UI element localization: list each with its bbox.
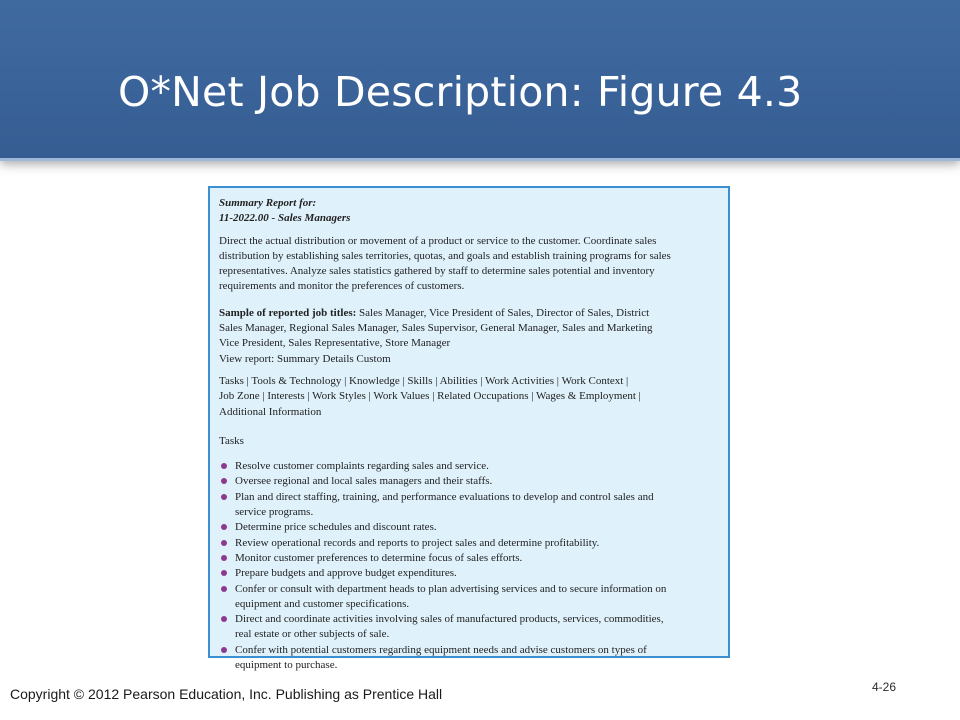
task-item xyxy=(219,520,719,535)
task-text: real estate or other subjects of sale. xyxy=(235,628,390,641)
report-nav-links xyxy=(219,374,719,420)
task-text: Oversee regional and local sales managers and their staffs. xyxy=(235,475,493,488)
description-line: representatives. Analyze sales statistics gathered by staff to determine sales potential and inventory xyxy=(219,265,655,278)
task-item xyxy=(219,459,719,474)
task-text: equipment and customer specifications. xyxy=(235,597,410,610)
description-line: distribution by establishing sales territories, quotas, and goals and establish training programs for sales xyxy=(219,249,671,262)
tasks-heading: Tasks xyxy=(219,434,244,447)
bullet-icon xyxy=(221,570,227,576)
summary-report-label: Summary Report for: xyxy=(219,197,317,209)
task-text: Monitor customer preferences to determine focus of sales efforts. xyxy=(235,551,523,564)
occupation-title: 11-2022.00 - Sales Managers xyxy=(219,212,351,225)
task-item xyxy=(219,582,719,613)
task-text: Direct and coordinate activities involving sales of manufactured products, services, commodities, xyxy=(235,613,664,626)
view-report-line: View report: Summary Details Custom xyxy=(219,352,391,365)
task-text: equipment to purchase. xyxy=(235,659,338,672)
copyright-footer: Copyright © 2012 Pearson Education, Inc. Publishing as Prentice Hall xyxy=(10,686,443,702)
bullet-icon xyxy=(221,524,227,530)
slide-number: 4-26 xyxy=(872,680,897,694)
bullet-icon xyxy=(221,494,227,500)
task-text: Confer or consult with department heads to plan advertising services and to secure information on xyxy=(235,582,667,595)
sample-titles-line: Vice President, Sales Representative, Store Manager xyxy=(219,337,451,350)
description-line: Direct the actual distribution or movement of a product or service to the customer. Coordinate sales xyxy=(219,234,657,247)
bullet-icon xyxy=(221,586,227,592)
title-bar xyxy=(0,0,960,158)
onet-figure-panel xyxy=(208,186,730,672)
report-nav-line: Tasks | Tools & Technology | Knowledge | Skills | Abilities | Work Activities | Work Context | xyxy=(219,374,629,387)
task-item xyxy=(219,474,719,489)
occupation-description xyxy=(219,234,719,295)
task-item xyxy=(219,490,719,521)
task-text: Resolve customer complaints regarding sales and service. xyxy=(235,460,489,473)
task-list xyxy=(219,459,719,673)
task-item xyxy=(219,566,719,581)
report-nav-line: Additional Information xyxy=(219,405,322,418)
task-text: Determine price schedules and discount rates. xyxy=(235,521,437,534)
bullet-icon xyxy=(221,555,227,561)
sample-titles-line: Sales Manager, Vice President of Sales, Director of Sales, District xyxy=(359,306,650,319)
task-text: service programs. xyxy=(235,506,314,519)
task-item xyxy=(219,551,719,566)
sample-job-titles xyxy=(219,306,719,352)
task-item xyxy=(219,643,719,674)
task-text: Prepare budgets and approve budget expenditures. xyxy=(235,567,457,580)
task-item xyxy=(219,536,719,551)
bullet-icon xyxy=(221,478,227,484)
task-text: Review operational records and reports to project sales and determine profitability. xyxy=(235,536,600,549)
description-line: requirements and monitor the preferences of customers. xyxy=(219,280,465,293)
sample-titles-line: Sales Manager, Regional Sales Manager, Sales Supervisor, General Manager, Sales and Marketing xyxy=(219,322,653,335)
bullet-icon xyxy=(221,540,227,546)
sample-titles-label: Sample of reported job titles: xyxy=(219,306,357,319)
bullet-icon xyxy=(221,463,227,469)
report-nav-line: Job Zone | Interests | Work Styles | Work Values | Related Occupations | Wages & Employment | xyxy=(219,390,641,403)
task-text: Plan and direct staffing, training, and performance evaluations to develop and control sales and xyxy=(235,490,654,503)
slide-title: O*Net Job Description: Figure 4.3 xyxy=(118,68,803,116)
task-item xyxy=(219,612,719,643)
task-text: Confer with potential customers regarding equipment needs and advise customers on types of xyxy=(235,643,647,656)
bullet-icon xyxy=(221,616,227,622)
bullet-icon xyxy=(221,647,227,653)
